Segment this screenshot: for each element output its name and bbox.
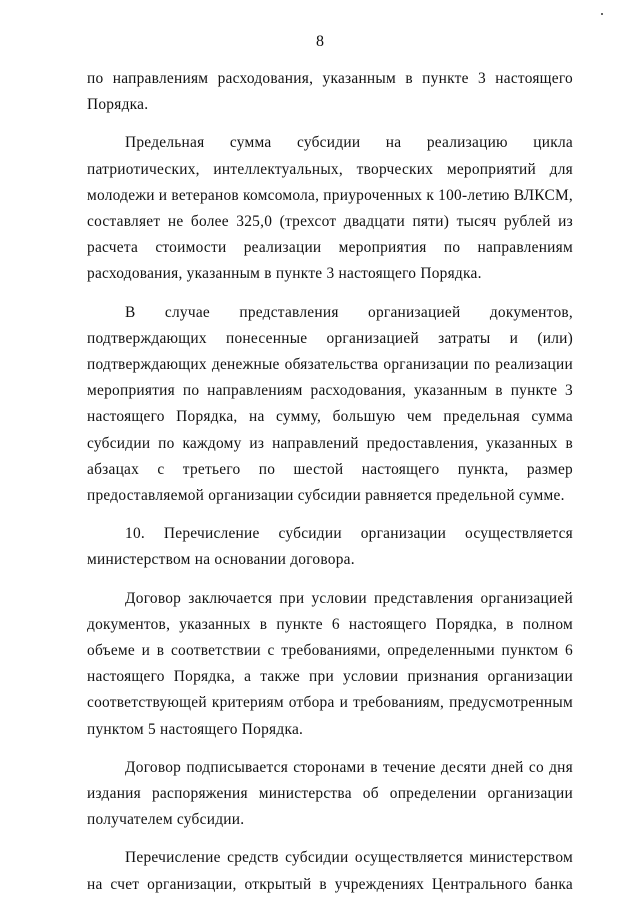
scan-dot-mark [601, 13, 603, 15]
paragraph-clause-10: 10. Перечисление субсидии организации осуществляется министерством на основании договора. [87, 525, 573, 569]
page-number: 8 [316, 33, 324, 50]
paragraph-continuation: по направлениям расходования, указанным в пункте 3 настоящего Порядка. [87, 70, 573, 114]
document-body [87, 66, 573, 910]
paragraph-excess-documents: В случае представления организацией документов, подтверждающих понесенные организацией затраты и (или) подтверждающих денежные обязательства организации по реализации мероприятия по направлениям расходования, указанным в пункте 3 настоящего Порядка, на сумму, большую чем предельная сумма субсидии по каждому из направлений предоставления, указанных в абзацах с третьего по шестой настоящего пункта, размер предоставляемой организации субсидии равняется предельной сумме. [87, 303, 573, 505]
paragraph-contract-signing: Договор подписывается сторонами в течение десяти дней со дня издания распоряжения министерства об определении организации получателем субсидии. [87, 758, 573, 829]
paragraph-max-subsidy-sum: Предельная сумма субсидии на реализацию цикла патриотических, интеллектуальных, творческих мероприятий для молодежи и ветеранов комсомола, приуроченных к 100-летию ВЛКСМ, составляет не более 325,0 (трехсот двадцати пяти) тысяч рублей из расчета стоимости реализации мероприятия по направлениям расходования, указанным в пункте 3 настоящего Порядка. [87, 134, 573, 283]
paragraph-funds-transfer: Перечисление средств субсидии осуществляется министерством на счет организации, открытый в учреждениях Центрального банка [87, 849, 573, 893]
paragraph-contract-conditions: Договор заключается при условии представления организацией документов, указанных в пункте 6 настоящего Порядка, в полном объеме и в соответствии с требованиями, определенными пунктом 6 настоящего Порядка, а также при условии признания организации соответствующей критериям отбора и требованиям, предусмотренным пунктом 5 настоящего Порядка. [87, 589, 573, 738]
